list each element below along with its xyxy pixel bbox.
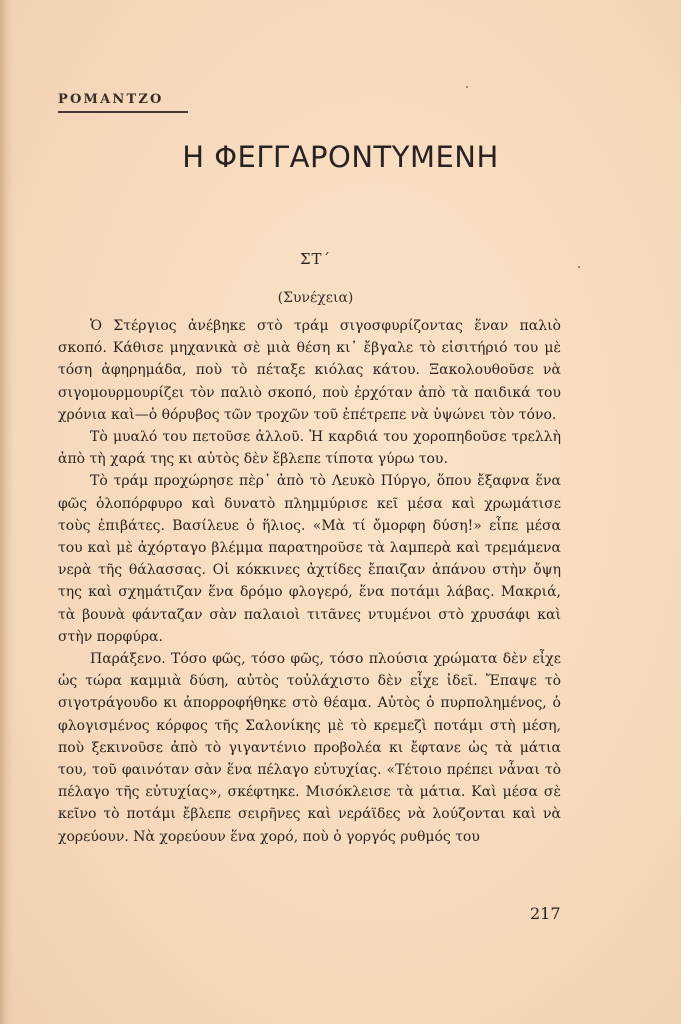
paragraph: Παράξενο. Τόσο φῶς, τόσο φῶς, τόσο πλούσια χρώματα δὲν εἶχε ὡς τώρα καμμιὰ δύση, αὐτὸς τοὐλάχιστο δὲν εἶχε ἰδεῖ. Ἔπαψε τὸ σιγοτράγουδο κι ἀπορροφήθηκε στὸ θέαμα. Αὐτὸς ὁ πυρπολημένος, ὁ φλογισμένος κόρφος τῆς Σαλονίκης μὲ τὸ κρεμεζὶ ποτάμι στὴ μέση, ποὺ ξεκινοῦσε ἀπὸ τὸ γιγαντένιο προβολέα κι ἔφτανε ὡς τὰ μάτια του, τοῦ φαινόταν σὰν ἕνα πέλαγο εὐτυχίας. «Τέτοιο πρέπει νἆναι τὸ πέλαγο τῆς εὐτυχίας», σκέφτηκε. Μισόκλεισε τὰ μάτια. Καὶ μέσα σὲ κεῖνο τὸ ποτάμι ἔβλεπε σειρῆνες καὶ νεράϊδες νὰ λούζονται καὶ νὰ χορεύουν. Νὰ χορεύουν ἕνα χορό, ποὺ ὁ γοργός ρυθμός του	[58, 651, 561, 845]
paragraph: Τὸ μυαλό του πετοῦσε ἀλλοῦ. Ἡ καρδιά του χοροπηδοῦσε τρελλὴ ἀπὸ τὴ χαρά της κι αὐτὸς δὲν ἔβλεπε τίποτα γύρω του.	[58, 429, 561, 468]
paragraph: Τὸ τράμ προχώρησε πὲρ᾿ ἀπὸ τὸ Λευκὸ Πύργο, ὅπου ἔξαφνα ἕνα φῶς ὁλοπόρφυρο καὶ δυνατὸ πλημμύρισε κεῖ μέσα καὶ χρωμάτισε τοὺς ἐπιβάτες. Βασίλευε ὁ ἥλιος. «Μὰ τί ὄμορφη δύση!» εἶπε μέσα του καὶ μὲ ἀχόρταγο βλέμμα παρατηροῦσε τὰ λαμπερὰ καὶ τρεμάμενα νερὰ τῆς θάλασσας. Οἱ κόκκινες ἀχτίδες ἔπαιζαν ἀπάνου στὴν ὄψη της καὶ σχημάτιζαν ἕνα δρόμο φλογερό, ἕνα ποτάμι λάβας. Μακριά, τὰ βουνὰ φάνταζαν σὰν παλαιοὶ τιτᾶνες ντυμένοι στὸ χρυσάφι καὶ στὴν πορφύρα.	[58, 473, 561, 645]
page-number: 217	[530, 904, 561, 923]
article-title: Η ΦΕΓΓΑΡΟΝΤΥΜΕΝΗ	[182, 140, 499, 174]
paper-speck	[466, 86, 468, 88]
section-label: ΡΟΜΑΝΤΖΟ	[58, 92, 164, 107]
paper-speck	[578, 266, 580, 268]
continued-note: (Συνέχεια)	[277, 290, 354, 306]
paragraph: Ὁ Στέργιος ἀνέβηκε στὸ τράμ σιγοσφυρίζοντας ἕναν παλιὸ σκοπό. Κάθισε μηχανικὰ σὲ μιὰ θέση κι᾿ ἔβγαλε τὸ εἰσιτήριό του μὲ τόση ἀφηρημάδα, ποὺ τὸ πέταξε κιόλας κάτου. Ξακολουθοῦσε νὰ σιγομουρμουρίζει τὸν παλιὸ σκοπό, ποὺ ἐρχόταν ἀπὸ τὰ παιδικά του χρόνια καὶ—ὁ θόρυβος τῶν τροχῶν τοῦ ἐπέτρεπε νὰ ὑψώνει τὸν τόνο.	[58, 318, 561, 423]
article-body	[58, 315, 561, 848]
chapter-number: ΣΤ΄	[299, 250, 332, 268]
section-underline	[58, 111, 188, 113]
